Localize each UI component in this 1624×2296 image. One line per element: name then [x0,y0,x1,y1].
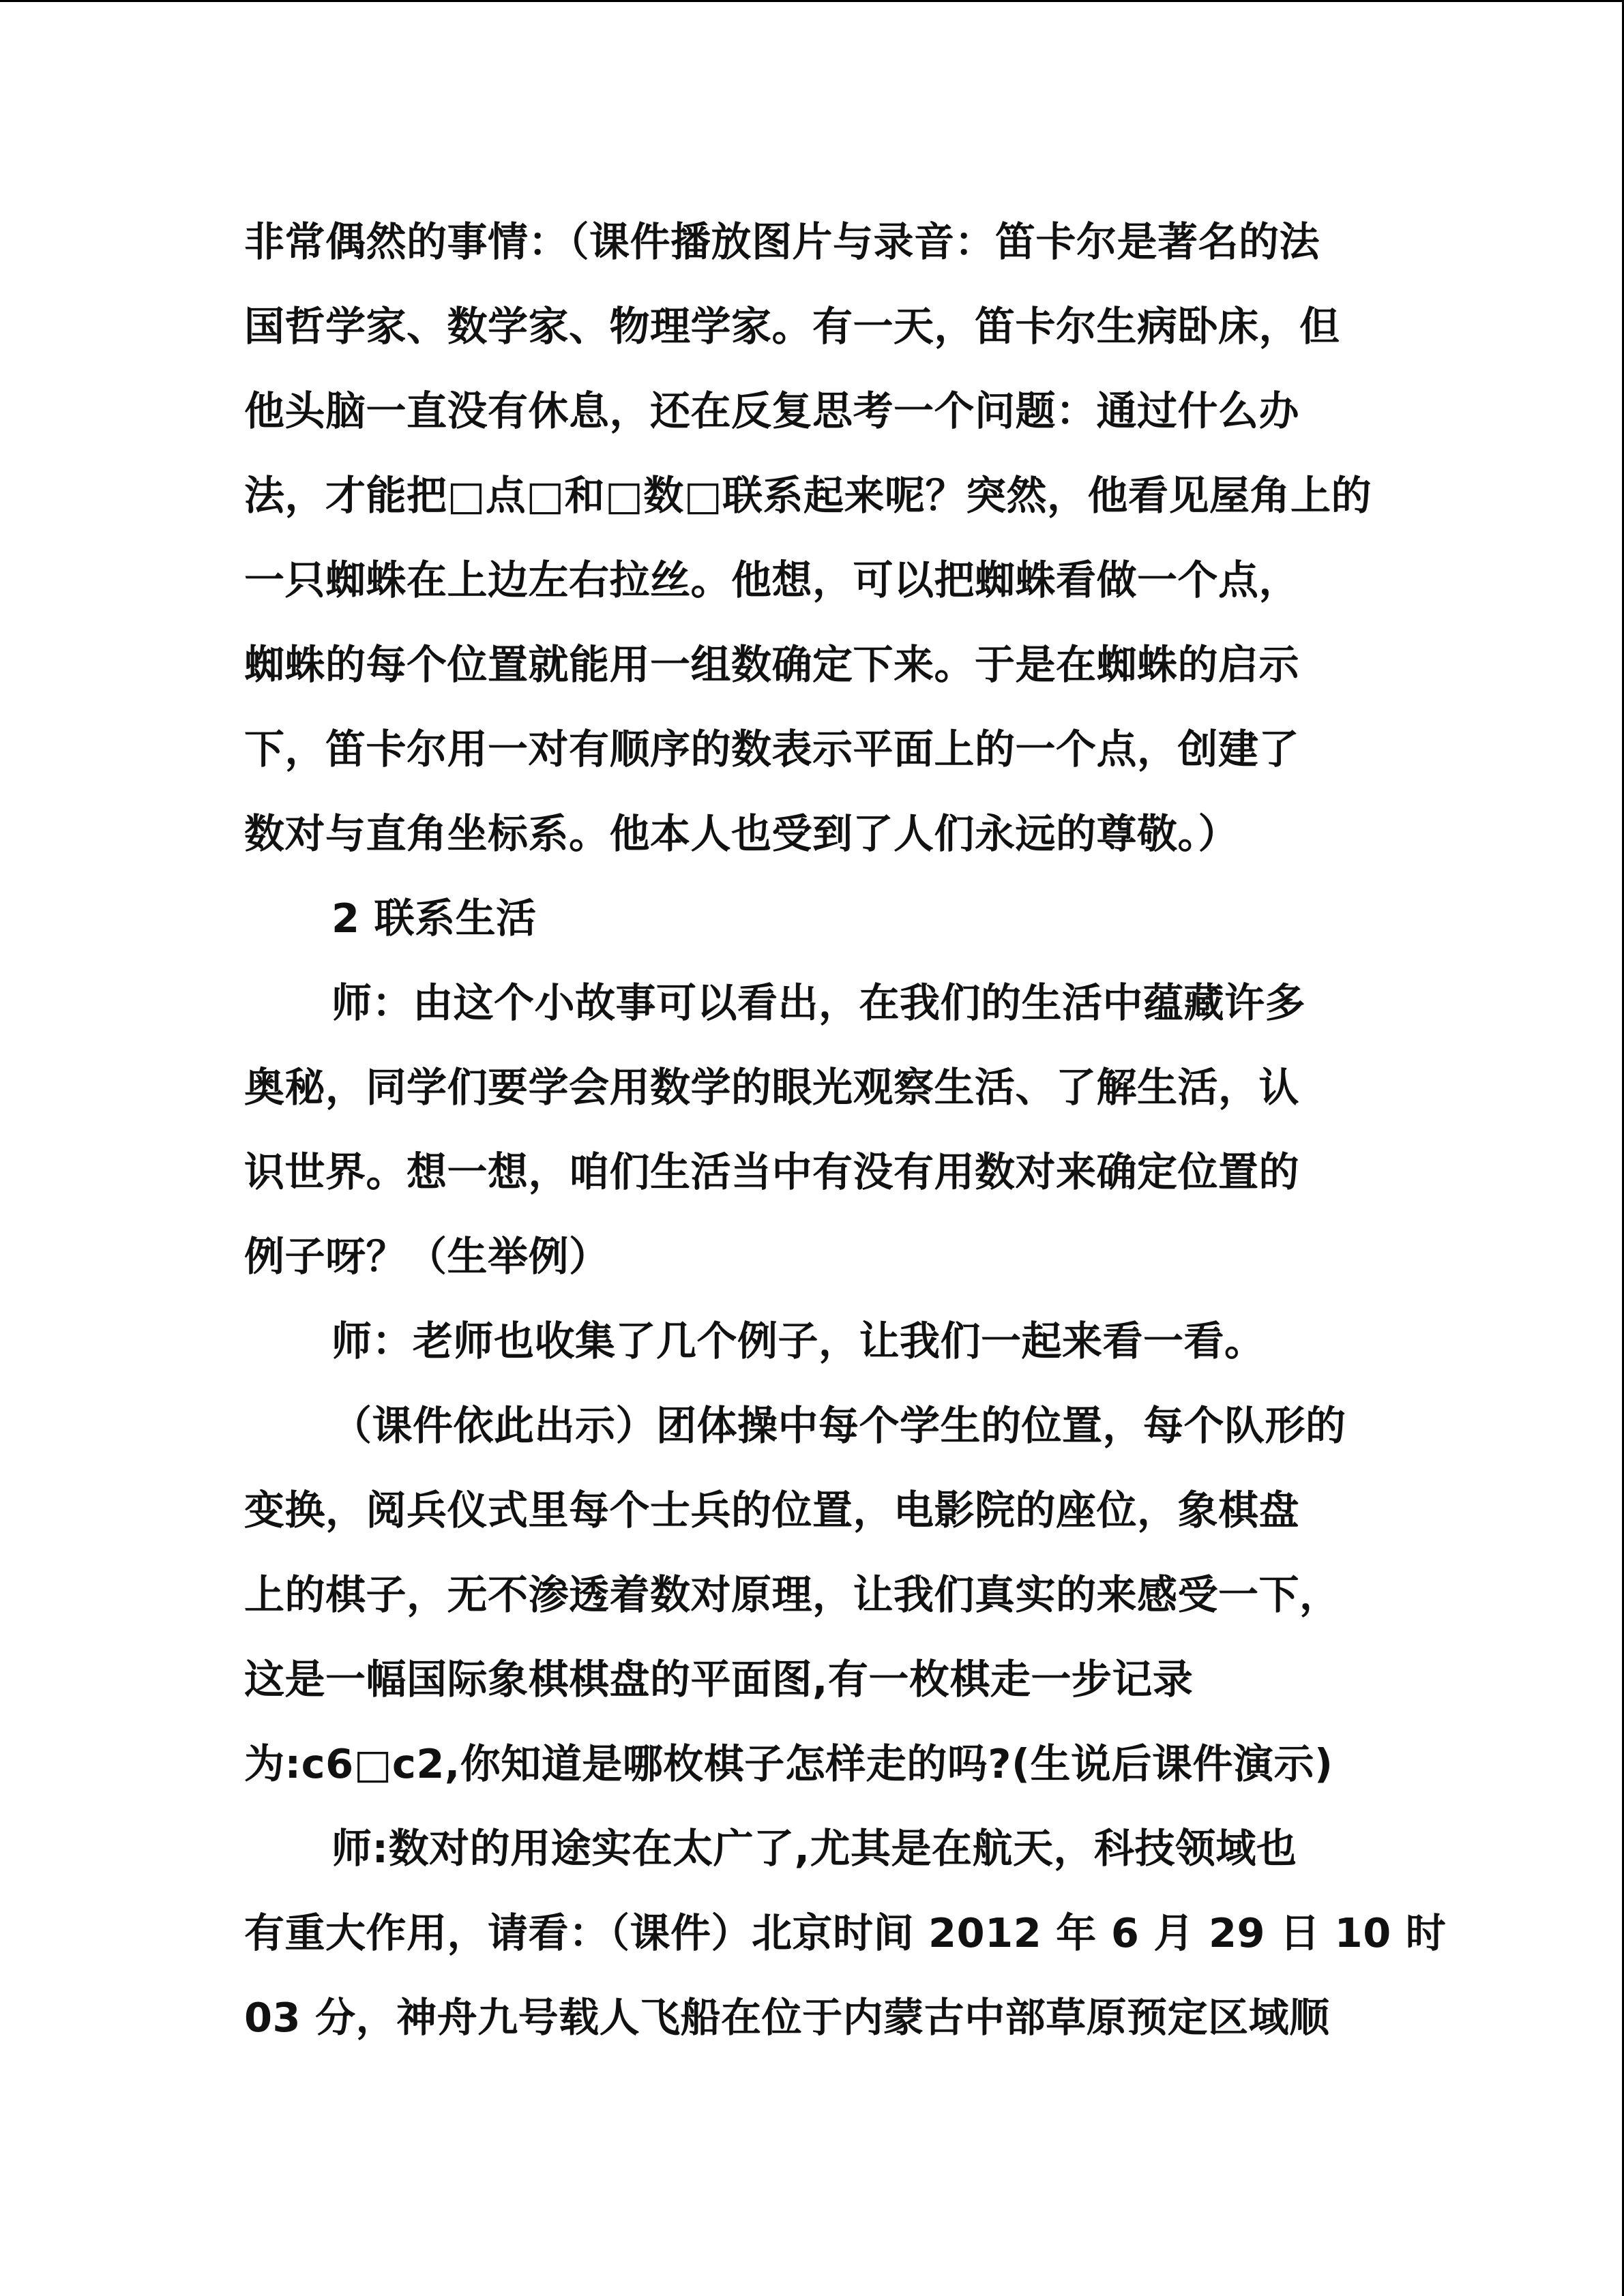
text-line: 一只蜘蛛在上边左右拉丝。他想，可以把蜘蛛看做一个点， [244,556,1300,603]
text-line: 数对与直角坐标系。他本人也受到了人们永远的尊敬。） [244,810,1239,857]
text-line: 国哲学家、数学家、物理学家。有一天，笛卡尔生病卧床，但 [244,303,1340,350]
document-body [244,200,1447,2060]
text-line: 有重大作用，请看：（课件）北京时间 2012 年 6 月 29 日 10 时 [244,1909,1447,1956]
section-heading: 2 联系生活 [331,895,537,942]
paragraph-start-line: 师：由这个小故事可以看出，在我们的生活中蕴藏许多 [331,979,1306,1026]
text-line: 下，笛卡尔用一对有顺序的数表示平面上的一个点，创建了 [244,726,1300,773]
text-line: 蜘蛛的每个位置就能用一组数确定下来。于是在蜘蛛的启示 [244,641,1300,688]
text-line: 识世界。想一想，咱们生活当中有没有用数对来确定位置的 [244,1148,1300,1195]
paragraph-start-line: 师：老师也收集了几个例子，让我们一起来看一看。 [331,1317,1265,1365]
text-line: 例子呀？（生举例） [244,1233,610,1280]
paragraph-start-line: 师:数对的用途实在太广了,尤其是在航天，科技领域也 [331,1825,1297,1872]
paragraph-start-line: （课件依此出示）团体操中每个学生的位置，每个队形的 [331,1402,1346,1449]
text-line: 非常偶然的事情：（课件播放图片与录音：笛卡尔是著名的法 [244,218,1320,265]
text-line: 奥秘，同学们要学会用数学的眼光观察生活、了解生活，认 [244,1064,1300,1111]
text-line: 这是一幅国际象棋棋盘的平面图,有一枚棋走一步记录 [244,1656,1194,1703]
text-line: 03 分，神舟九号载人飞船在位于内蒙古中部草原预定区域顺 [244,1994,1330,2041]
text-line: 为:c6□c2,你知道是哪枚棋子怎样走的吗?(生说后课件演示) [244,1740,1333,1787]
text-line: 法，才能把□点□和□数□联系起来呢？突然，他看见屋角上的 [244,472,1372,519]
text-line: 变换，阅兵仪式里每个士兵的位置，电影院的座位，象棋盘 [244,1487,1300,1534]
text-line: 上的棋子，无不渗透着数对原理，让我们真实的来感受一下， [244,1571,1340,1618]
text-line: 他头脑一直没有休息，还在反复思考一个问题：通过什么办 [244,387,1300,434]
